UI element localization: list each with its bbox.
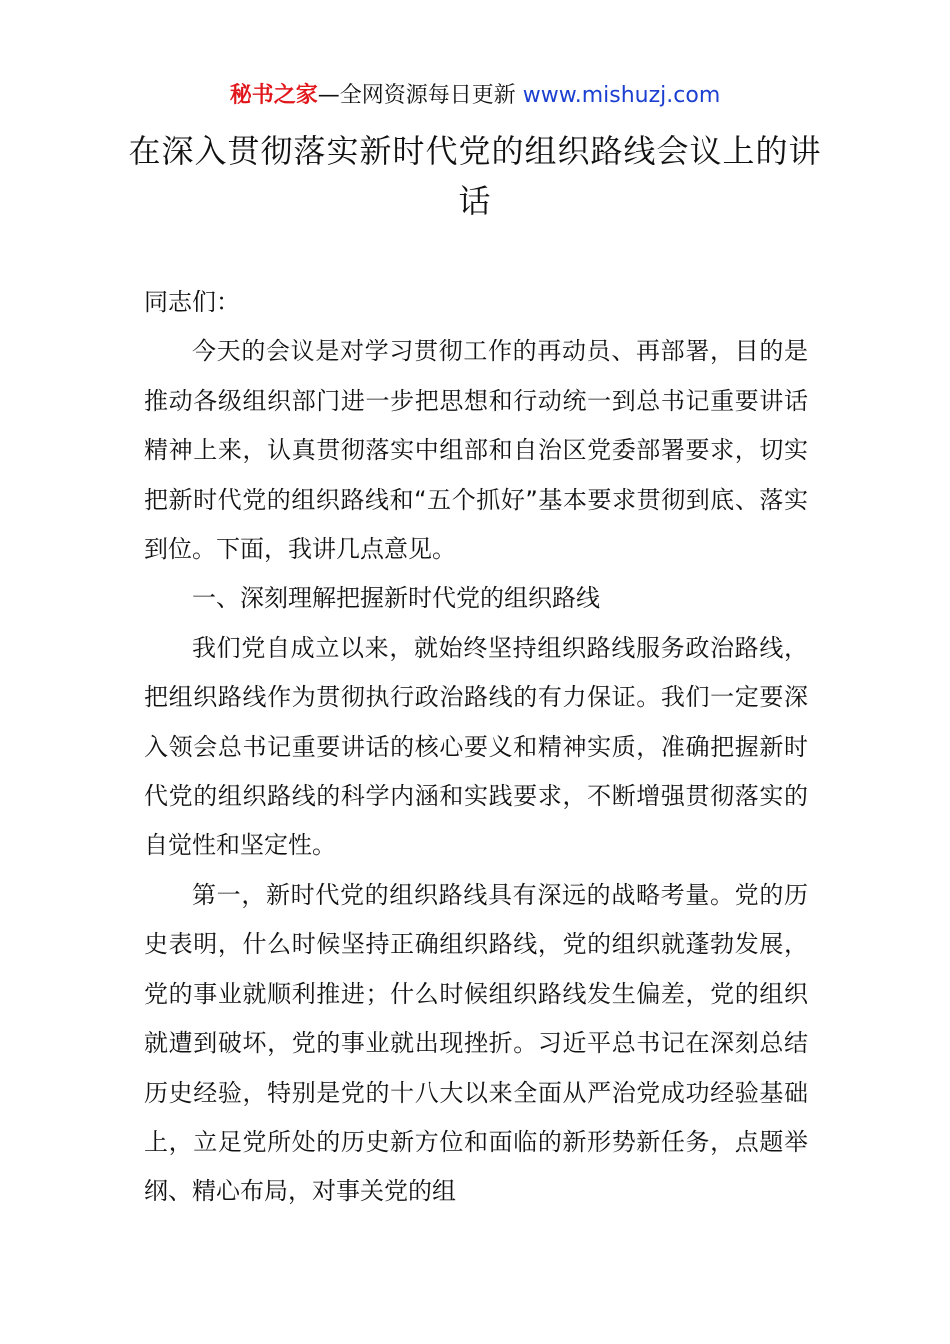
brand-name: 秘书之家 (229, 83, 318, 108)
document-body (144, 278, 808, 1217)
website-link[interactable]: www.mishuzj.com (522, 83, 721, 108)
document-title: 在深入贯彻落实新时代党的组织路线会议上的讲话 (128, 132, 822, 220)
paragraph-intro: 今天的会议是对学习贯彻工作的再动员、再部署，目的是推动各级组织部门进一步把思想和行动统一到总书记重要讲话精神上来，认真贯彻落实中组部和自治区党委部署要求，切实把新时代党的组织路线和“五个抓好”基本要求贯彻到底、落实到位。下面，我讲几点意见。 (144, 337, 808, 564)
page-header (0, 80, 950, 112)
paragraph: 第一，新时代党的组织路线具有深远的战略考量。党的历史表明，什么时候坚持正确组织路线，党的组织就蓬勃发展，党的事业就顺利推进；什么时候组织路线发生偏差，党的组织就遭到破坏，党的事业就出现挫折。习近平总书记在深刻总结历史经验，特别是党的十八大以来全面从严治党成功经验基础上，立足党所处的历史新方位和面临的新形势新任务，点题举纲、精心布局，对事关党的组 (144, 880, 808, 1206)
salutation: 同志们： (144, 288, 240, 316)
section-heading: 一、深刻理解把握新时代党的组织路线 (192, 584, 600, 613)
header-slogan: —全网资源每日更新 (317, 83, 523, 108)
paragraph: 我们党自成立以来，就始终坚持组织路线服务政治路线，把组织路线作为贯彻执行政治路线的有力保证。我们一定要深入领会总书记重要讲话的核心要义和精神实质，准确把握新时代党的组织路线的科学内涵和实践要求，不断增强贯彻落实的自觉性和坚定性。 (144, 633, 808, 860)
